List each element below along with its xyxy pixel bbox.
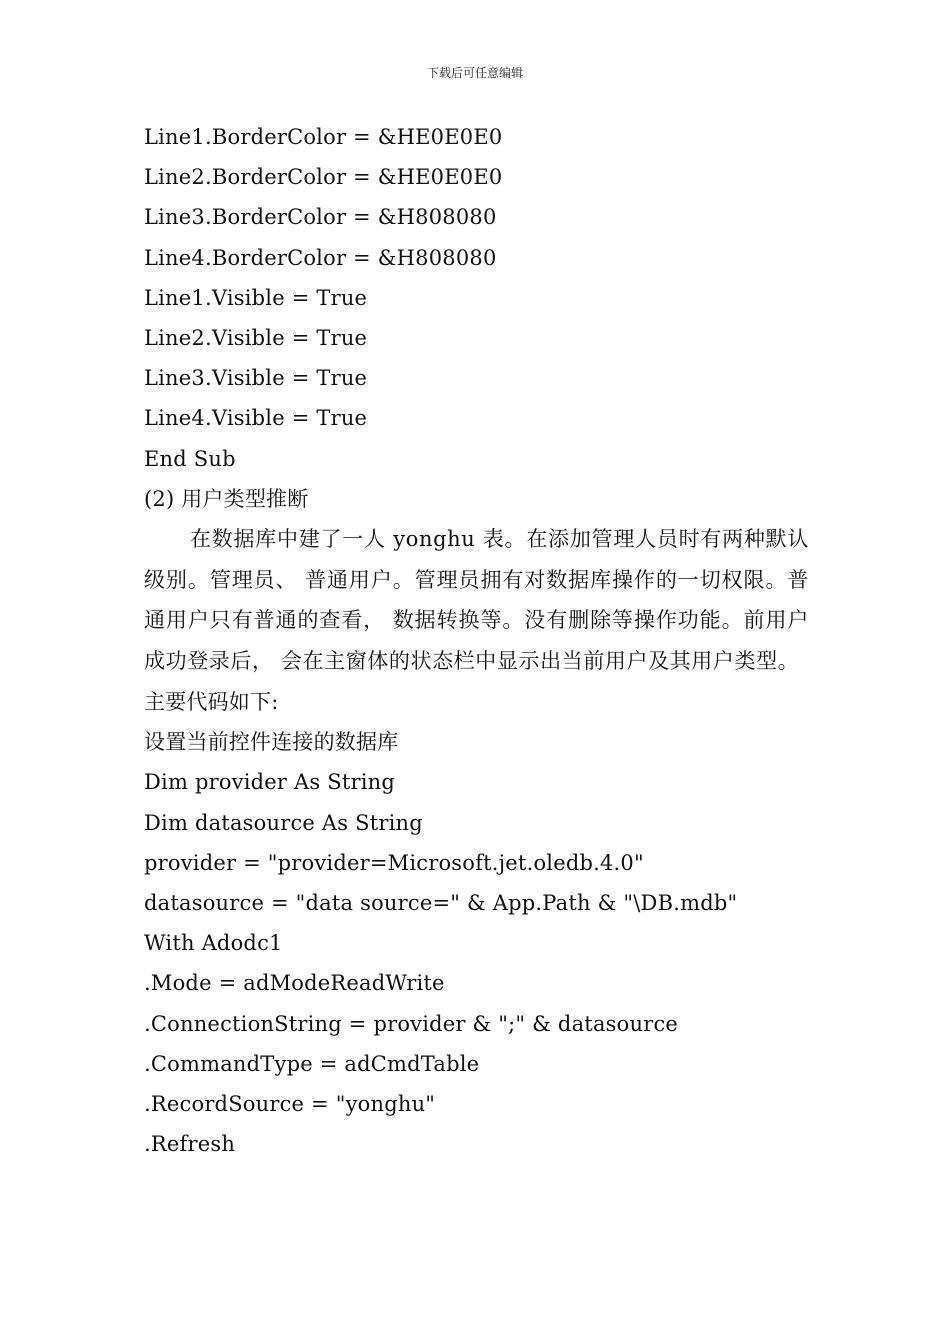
- code-line: Dim datasource As String: [144, 810, 423, 835]
- code-line: Line4.Visible = True: [144, 406, 368, 431]
- code-line: Line3.BorderColor = &H808080: [144, 205, 497, 230]
- code-line: Line1.Visible = True: [144, 285, 368, 310]
- code-line: .ConnectionString = provider & ";" & datasource: [144, 1011, 679, 1036]
- code-line: End Sub: [144, 446, 236, 471]
- code-line: Line1.BorderColor = &HE0E0E0: [144, 125, 503, 149]
- code-line: .Mode = adModeReadWrite: [144, 971, 445, 996]
- code-comment: 设置当前控件连接的数据库: [144, 730, 399, 755]
- code-intro: 主要代码如下:: [144, 690, 279, 715]
- code-line: datasource = "data source=" & App.Path & "\DB.mdb": [144, 891, 738, 915]
- page-header: 下载后可任意编辑: [426, 66, 523, 80]
- code-line: .CommandType = adCmdTable: [144, 1051, 480, 1076]
- document-body: [144, 117, 809, 1164]
- code-line: Dim provider As String: [144, 770, 395, 795]
- code-line: Line4.BorderColor = &H808080: [144, 245, 497, 270]
- code-line: With Adodc1: [144, 931, 283, 956]
- code-line: Line3.Visible = True: [144, 366, 368, 391]
- body-paragraph: 在数据库中建了一人 yonghu 表。在添加管理人员时有两种默认级别。管理员、 普通用户。管理员拥有对数据库操作的一切权限。普通用户只有普通的查看， 数据转换等。没有删除等操作功能。前用户成功登录后， 会在主窗体的状态栏中显示出当前用户及其用户类型。: [144, 526, 809, 674]
- code-line: Line2.BorderColor = &HE0E0E0: [144, 165, 503, 190]
- code-line: Line2.Visible = True: [144, 325, 368, 350]
- code-line: .RecordSource = "yonghu": [144, 1091, 436, 1116]
- code-line: provider = "provider=Microsoft.jet.oledb.4.0": [144, 850, 644, 875]
- section-heading: (2) 用户类型推断: [144, 486, 309, 511]
- code-line: .Refresh: [144, 1132, 236, 1157]
